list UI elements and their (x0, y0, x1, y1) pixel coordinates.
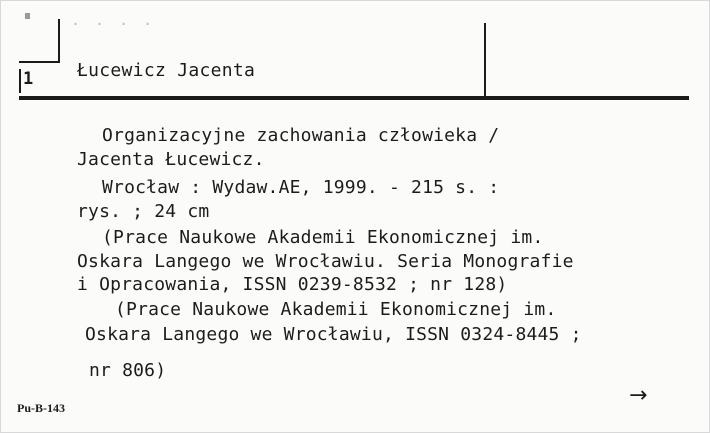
continue-arrow-icon: → (629, 383, 648, 408)
index-number: 1 (23, 69, 34, 89)
right-frame-line (484, 23, 486, 97)
series-line-3: i Opracowania, ISSN 0239-8532 ; nr 128) (77, 274, 508, 295)
upper-frame-line (19, 61, 60, 63)
faint-text: · · · · (71, 15, 156, 33)
publication-line: Wrocław : Wydaw.AE, 1999. - 215 s. : (102, 177, 500, 198)
series2-line-3: nr 806) (89, 360, 167, 381)
corner-mark (25, 13, 30, 19)
title-author-line: Jacenta Łucewicz. (77, 149, 265, 170)
reference-code: Pu-B-143 (17, 401, 65, 415)
series-line-2: Oskara Langego we Wrocławiu. Seria Monografie (77, 251, 574, 272)
left-frame-line (58, 19, 60, 63)
series-line-1: (Prace Naukowe Akademii Ekonomicznej im. (102, 227, 544, 248)
series2-line-2: Oskara Langego we Wrocławiu, ISSN 0324-8445 ; (85, 324, 582, 345)
author-heading: Łucewicz Jacenta (77, 60, 256, 81)
main-divider-line (19, 96, 689, 100)
series2-line-1: (Prace Naukowe Akademii Ekonomicznej im. (115, 299, 557, 320)
physical-description-line: rys. ; 24 cm (77, 201, 210, 222)
title-line: Organizacyjne zachowania człowieka / (102, 125, 500, 146)
index-tick-line (19, 69, 21, 93)
